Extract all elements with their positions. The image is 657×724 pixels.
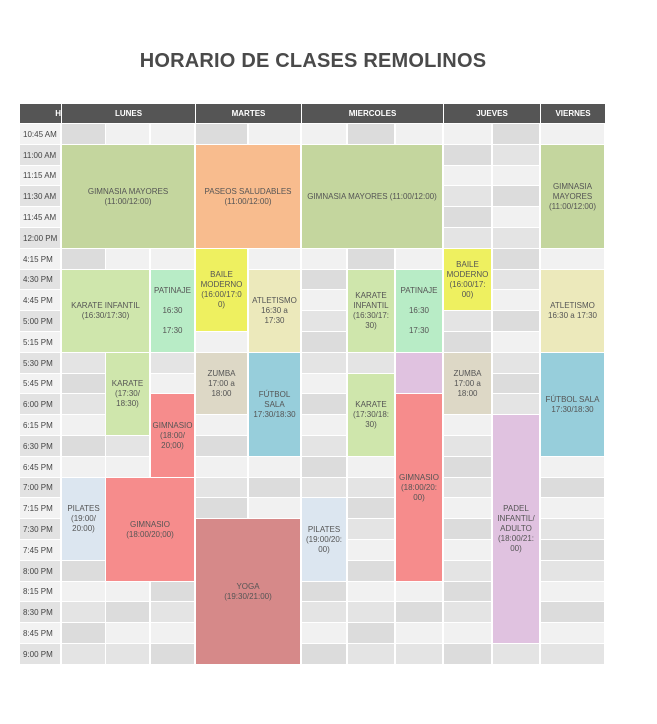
empty-slot xyxy=(62,436,105,456)
empty-slot xyxy=(106,457,149,477)
empty-slot xyxy=(493,270,539,289)
schedule-grid xyxy=(20,124,605,664)
page-title: HORARIO DE CLASES REMOLINOS xyxy=(139,50,487,72)
class-block: GIMNASIO (18:00/ 20;00) xyxy=(151,394,194,477)
class-block: PADEL INFANTIL/ ADULTO (18:00/21: 00) xyxy=(493,415,539,643)
empty-slot xyxy=(348,478,394,497)
time-label: 6:45 PM xyxy=(20,457,60,478)
time-label: 6:15 PM xyxy=(20,415,60,436)
empty-slot xyxy=(493,166,539,185)
day-header-lunes: LUNES xyxy=(114,109,143,118)
time-label: 4:15 PM xyxy=(20,249,60,270)
class-block: PATINAJE 16:30 17:30 xyxy=(396,270,442,352)
empty-slot xyxy=(541,124,604,144)
empty-slot xyxy=(348,249,394,269)
time-label: 8:00 PM xyxy=(20,561,60,582)
time-label: 7:30 PM xyxy=(20,519,60,540)
empty-slot xyxy=(541,540,604,560)
time-label: 7:45 PM xyxy=(20,540,60,561)
empty-slot xyxy=(151,602,194,622)
empty-slot xyxy=(151,374,194,393)
empty-slot xyxy=(541,602,604,622)
empty-slot xyxy=(444,207,491,227)
empty-slot xyxy=(302,582,346,601)
time-row xyxy=(20,644,605,665)
empty-slot xyxy=(62,644,105,664)
empty-slot xyxy=(444,623,491,643)
time-label: 8:30 PM xyxy=(20,602,60,623)
empty-slot xyxy=(444,561,491,581)
empty-slot xyxy=(302,436,346,456)
class-block: YOGA (19:30/21:00) xyxy=(196,519,300,664)
class-block: FÚTBOL SALA 17:30/18:30 xyxy=(249,353,300,456)
class-block: KARATE (17:30/18: 30) xyxy=(348,374,394,456)
empty-slot xyxy=(151,644,194,664)
time-label: 10:45 AM xyxy=(20,124,60,145)
class-block: BAILE MODERNO (16:00/17: 00) xyxy=(444,249,491,310)
empty-slot xyxy=(348,519,394,539)
empty-slot xyxy=(302,374,346,393)
empty-slot xyxy=(493,145,539,165)
time-label: 8:45 PM xyxy=(20,623,60,644)
empty-slot xyxy=(396,644,442,664)
empty-slot xyxy=(348,353,394,373)
empty-slot xyxy=(302,270,346,289)
empty-slot xyxy=(444,311,491,331)
time-label: 11:00 AM xyxy=(20,145,60,166)
empty-slot xyxy=(493,311,539,331)
class-block: FÚTBOL SALA 17:30/18:30 xyxy=(541,353,604,456)
empty-slot xyxy=(541,498,604,518)
empty-slot xyxy=(249,124,300,144)
empty-slot xyxy=(493,374,539,393)
time-column-header: H xyxy=(55,109,61,118)
empty-slot xyxy=(302,415,346,435)
empty-slot xyxy=(249,478,300,497)
empty-slot xyxy=(249,457,300,477)
empty-slot xyxy=(444,228,491,248)
empty-slot xyxy=(196,436,247,456)
class-block: PASEOS SALUDABLES (11:00/12:00) xyxy=(196,145,300,248)
empty-slot xyxy=(196,415,247,435)
empty-slot xyxy=(302,644,346,664)
empty-slot xyxy=(396,582,442,601)
time-label: 4:45 PM xyxy=(20,290,60,311)
empty-slot xyxy=(106,644,149,664)
empty-slot xyxy=(348,623,394,643)
empty-slot xyxy=(444,602,491,622)
empty-slot xyxy=(348,644,394,664)
empty-slot xyxy=(541,561,604,581)
empty-slot xyxy=(62,561,105,581)
class-block: PILATES (19:00/ 20:00) xyxy=(62,478,105,560)
empty-slot xyxy=(396,602,442,622)
empty-slot xyxy=(493,394,539,414)
empty-slot xyxy=(302,311,346,331)
empty-slot xyxy=(444,582,491,601)
empty-slot xyxy=(302,602,346,622)
empty-slot xyxy=(396,249,442,269)
empty-slot xyxy=(541,457,604,477)
empty-slot xyxy=(62,623,105,643)
empty-slot xyxy=(493,353,539,373)
time-label: 9:00 PM xyxy=(20,644,60,665)
empty-slot xyxy=(348,498,394,518)
class-block: GIMNASIO (18:00/20: 00) xyxy=(396,394,442,581)
empty-slot xyxy=(196,498,247,518)
empty-slot xyxy=(106,249,149,269)
empty-slot xyxy=(62,374,105,393)
empty-slot xyxy=(348,457,394,477)
day-header-martes: MARTES xyxy=(231,109,266,118)
empty-slot xyxy=(302,124,346,144)
empty-slot xyxy=(62,457,105,477)
empty-slot xyxy=(348,561,394,581)
empty-slot xyxy=(249,249,300,269)
time-label: 8:15 PM xyxy=(20,582,60,602)
empty-slot xyxy=(62,415,105,435)
empty-slot xyxy=(62,582,105,601)
empty-slot xyxy=(493,644,539,664)
time-label: 11:45 AM xyxy=(20,207,60,228)
empty-slot xyxy=(62,249,105,269)
empty-slot xyxy=(444,478,491,497)
empty-slot xyxy=(541,478,604,497)
class-block: GIMNASIA MAYORES (11:00/12:00) xyxy=(541,145,604,248)
time-label: 11:15 AM xyxy=(20,166,60,186)
class-block: PILATES (19:00/20: 00) xyxy=(302,498,346,581)
empty-slot xyxy=(493,228,539,248)
day-header-miercoles: MIERCOLES xyxy=(348,109,397,118)
empty-slot xyxy=(444,166,491,185)
empty-slot xyxy=(541,519,604,539)
empty-slot xyxy=(151,582,194,601)
empty-slot xyxy=(444,436,491,456)
empty-slot xyxy=(541,644,604,664)
empty-slot xyxy=(444,332,491,352)
empty-slot xyxy=(396,124,442,144)
empty-slot xyxy=(62,124,105,144)
empty-slot xyxy=(151,623,194,643)
empty-slot xyxy=(444,540,491,560)
empty-slot xyxy=(444,457,491,477)
empty-slot xyxy=(302,457,346,477)
class-block: ZUMBA 17:00 a 18:00 xyxy=(444,353,491,414)
class-block: GIMNASIA MAYORES (11:00/12:00) xyxy=(302,145,442,248)
empty-slot xyxy=(348,582,394,601)
class-block: ATLETISMO 16:30 a 17:30 xyxy=(541,270,604,352)
day-header-jueves: JUEVES xyxy=(476,109,508,118)
class-block xyxy=(396,353,442,393)
time-row xyxy=(20,249,605,270)
empty-slot xyxy=(444,498,491,518)
empty-slot xyxy=(302,353,346,373)
empty-slot xyxy=(106,436,149,456)
class-block: ZUMBA 17:00 a 18:00 xyxy=(196,353,247,414)
empty-slot xyxy=(493,186,539,206)
day-header-viernes: VIERNES xyxy=(555,109,591,118)
empty-slot xyxy=(151,249,194,269)
empty-slot xyxy=(493,249,539,269)
empty-slot xyxy=(151,124,194,144)
empty-slot xyxy=(348,602,394,622)
empty-slot xyxy=(493,332,539,352)
empty-slot xyxy=(302,478,346,497)
empty-slot xyxy=(541,623,604,643)
time-label: 7:00 PM xyxy=(20,478,60,498)
empty-slot xyxy=(396,623,442,643)
empty-slot xyxy=(196,124,247,144)
empty-slot xyxy=(541,582,604,601)
empty-slot xyxy=(444,644,491,664)
time-label: 5:00 PM xyxy=(20,311,60,332)
class-block: ATLETISMO 16:30 a 17:30 xyxy=(249,270,300,352)
empty-slot xyxy=(106,124,149,144)
empty-slot xyxy=(444,415,491,435)
class-block: BAILE MODERNO (16:00/17:0 0) xyxy=(196,249,247,331)
empty-slot xyxy=(196,478,247,497)
empty-slot xyxy=(493,124,539,144)
empty-slot xyxy=(62,602,105,622)
time-label: 6:30 PM xyxy=(20,436,60,457)
empty-slot xyxy=(196,457,247,477)
empty-slot xyxy=(348,124,394,144)
time-label: 4:30 PM xyxy=(20,270,60,290)
empty-slot xyxy=(62,353,105,373)
class-block: PATINAJE 16:30 17:30 xyxy=(151,270,194,352)
empty-slot xyxy=(106,582,149,601)
class-block: GIMNASIO (18:00/20;00) xyxy=(106,478,194,581)
class-block: KARATE INFANTIL (16:30/17: 30) xyxy=(348,270,394,352)
empty-slot xyxy=(541,249,604,269)
time-label: 5:15 PM xyxy=(20,332,60,353)
empty-slot xyxy=(196,332,247,352)
empty-slot xyxy=(493,207,539,227)
empty-slot xyxy=(62,394,105,414)
empty-slot xyxy=(348,540,394,560)
time-label: 6:00 PM xyxy=(20,394,60,415)
empty-slot xyxy=(444,145,491,165)
empty-slot xyxy=(302,249,346,269)
empty-slot xyxy=(493,290,539,310)
class-block: GIMNASIA MAYORES (11:00/12:00) xyxy=(62,145,194,248)
empty-slot xyxy=(249,498,300,518)
empty-slot xyxy=(444,124,491,144)
empty-slot xyxy=(302,332,346,352)
empty-slot xyxy=(302,290,346,310)
time-row xyxy=(20,124,605,145)
empty-slot xyxy=(151,353,194,373)
empty-slot xyxy=(302,623,346,643)
class-block: KARATE (17:30/ 18:30) xyxy=(106,353,149,435)
time-label: 5:45 PM xyxy=(20,374,60,394)
class-block: KARATE INFANTIL (16:30/17:30) xyxy=(62,270,149,352)
time-label: 11:30 AM xyxy=(20,186,60,207)
empty-slot xyxy=(444,186,491,206)
time-label: 12:00 PM xyxy=(20,228,60,249)
schedule-header xyxy=(20,104,605,123)
empty-slot xyxy=(444,519,491,539)
time-label: 5:30 PM xyxy=(20,353,60,374)
empty-slot xyxy=(106,602,149,622)
empty-slot xyxy=(106,623,149,643)
time-label: 7:15 PM xyxy=(20,498,60,519)
empty-slot xyxy=(302,394,346,414)
